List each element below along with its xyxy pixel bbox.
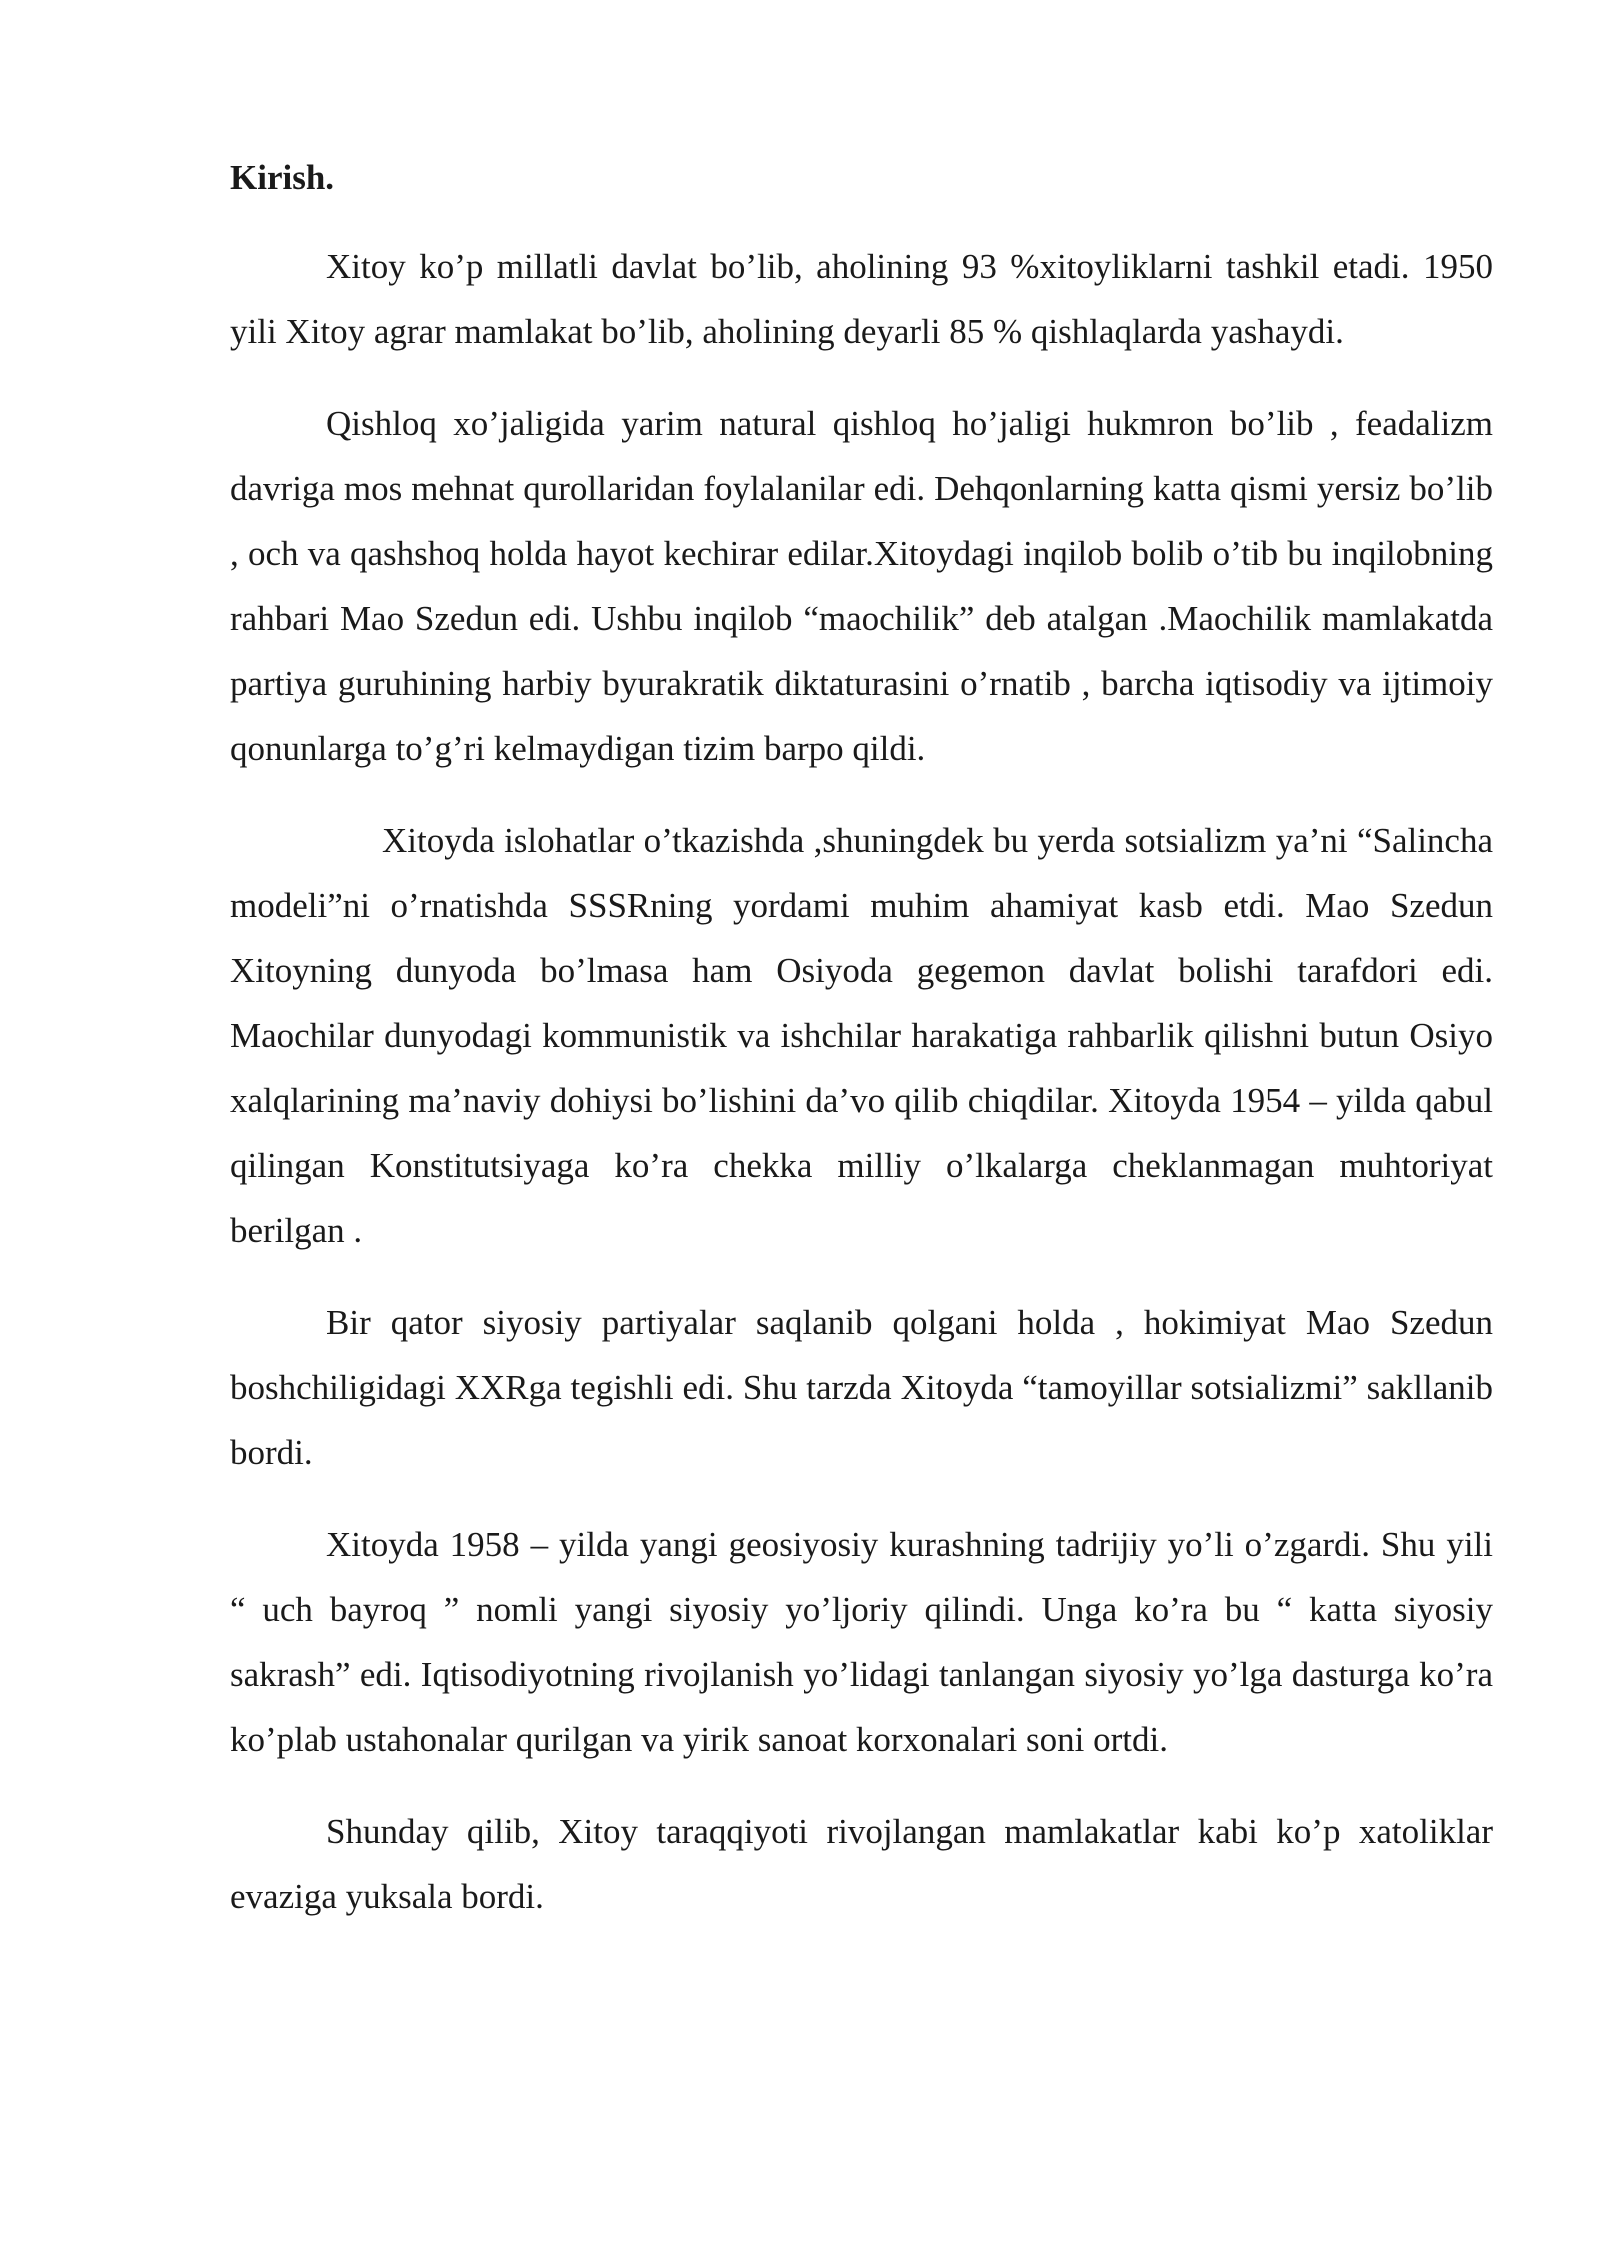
paragraph-reforms: Xitoyda islohatlar o’tkazishda ,shuningdek bu yerda sotsializm ya’ni “Salincha modeli”ni o’rnatishda SSSRning yordami muhim ahamiyat kasb etdi. Mao Szedun Xitoyning dunyoda bo’lmasa ham Osiyoda gegemon davlat bolishi tarafdori edi. Maochilar dunyodagi kommunistik va ishchilar harakatiga rahbarlik qilishni butun Osiyo xalqlarining ma’naviy dohiysi bo’lishini da’vo qilib chiqdilar. Xitoyda 1954 – yilda qabul qilingan Konstitutsiyaga ko’ra chekka milliy o’lkalarga cheklanmagan muhtoriyat berilgan . xyxy=(230,821,1493,1250)
document-body xyxy=(230,150,1493,1956)
paragraph-conclusion: Shunday qilib, Xitoy taraqqiyoti rivojlangan mamlakatlar kabi ko’p xatoliklar evaziga yuksala bordi. xyxy=(230,1812,1493,1916)
paragraph-1958: Xitoyda 1958 – yilda yangi geosiyosiy kurashning tadrijiy yo’li o’zgardi. Shu yili “ uch bayroq ” nomli yangi siyosiy yo’ljoriy qilindi. Unga ko’ra bu “ katta siyosiy sakrash” edi. Iqtisodiyotning rivojlanish yo’lidagi tanlangan siyosiy yo’lga dasturga ko’ra ko’plab ustahonalar qurilgan va yirik sanoat korxonalari soni ortdi. xyxy=(230,1525,1493,1759)
paragraph-political-parties: Bir qator siyosiy partiyalar saqlanib qolgani holda , hokimiyat Mao Szedun boshchiligidagi XXRga tegishli edi. Shu tarzda Xitoyda “tamoyillar sotsializmi” sakllanib bordi. xyxy=(230,1303,1493,1472)
section-heading: Kirish. xyxy=(230,158,335,197)
paragraph-agriculture: Qishloq xo’jaligida yarim natural qishloq ho’jaligi hukmron bo’lib , feadalizm davriga mos mehnat qurollaridan foylalanilar edi. Dehqonlarning katta qismi yersiz bo’lib , och va qashshoq holda hayot kechirar edilar.Xitoydagi inqilob bolib o’tib bu inqilobning rahbari Mao Szedun edi. Ushbu inqilob “maochilik” deb atalgan .Maochilik mamlakatda partiya guruhining harbiy byurakratik diktaturasini o’rnatib , barcha iqtisodiy va ijtimoiy qonunlarga to’g’ri kelmaydigan tizim barpo qildi. xyxy=(230,404,1493,768)
paragraph-intro: Xitoy ko’p millatli davlat bo’lib, aholining 93 %xitoyliklarni tashkil etadi. 1950 yili Xitoy agrar mamlakat bo’lib, aholining deyarli 85 % qishlaqlarda yashaydi. xyxy=(230,247,1493,351)
